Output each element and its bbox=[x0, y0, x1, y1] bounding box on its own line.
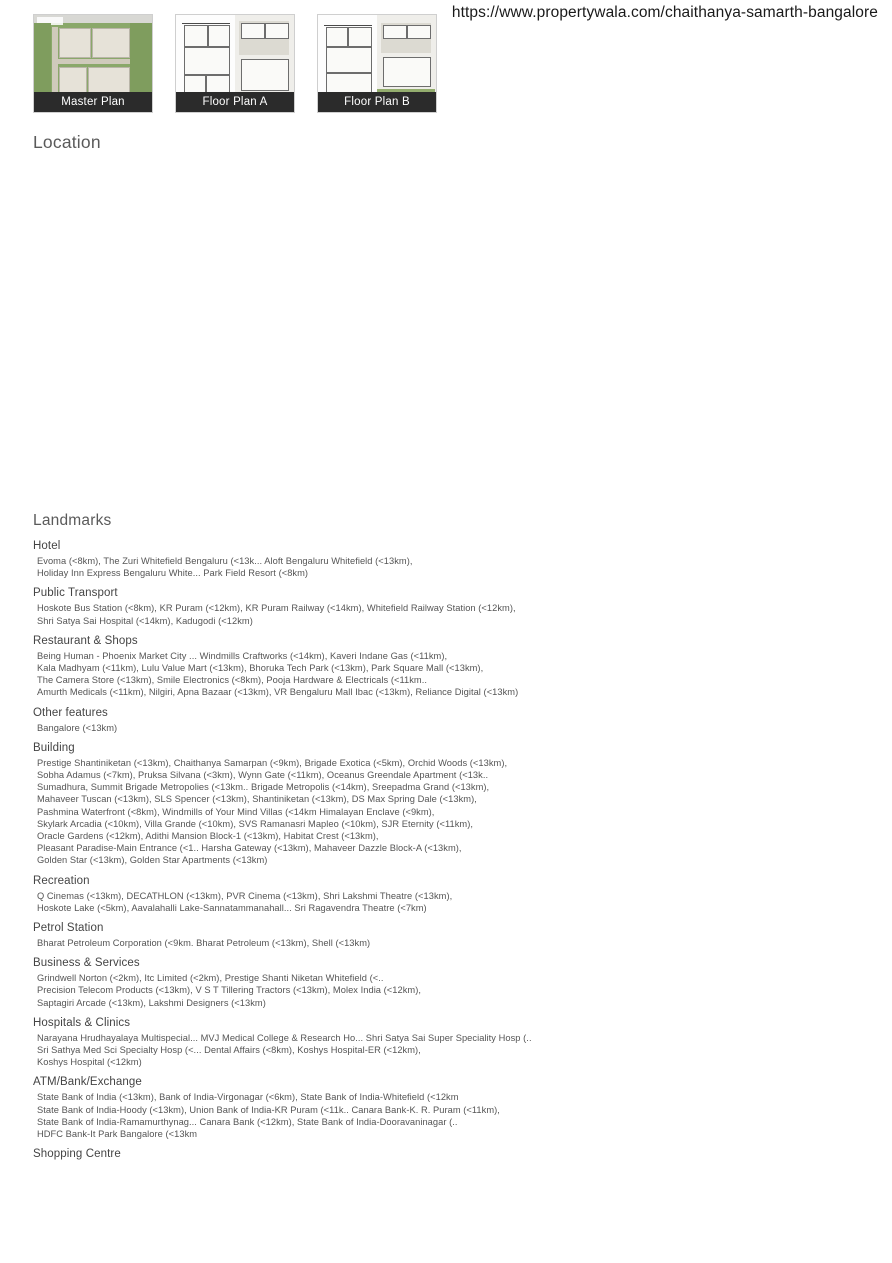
landmark-line: Grindwell Norton (<2km), Itc Limited (<2km), Prestige Shanti Niketan Whitefield (<.. bbox=[37, 973, 384, 984]
gallery-caption: Floor Plan B bbox=[318, 92, 436, 112]
landmark-group-title: Recreation bbox=[33, 874, 90, 887]
floor-plan-room bbox=[326, 47, 372, 73]
landmark-line: Narayana Hrudhayalaya Multispecial... MVJ Medical College & Research Ho... Shri Satya Sai Super Speciality Hosp (.. bbox=[37, 1032, 532, 1043]
landmark-group-title: Hospitals & Clinics bbox=[33, 1016, 131, 1029]
floor-plan-room bbox=[348, 27, 372, 47]
floor-plan-room bbox=[326, 27, 348, 47]
landmark-group bbox=[33, 540, 633, 579]
floor-plan-room bbox=[383, 25, 407, 39]
landmark-group-items bbox=[33, 602, 633, 626]
landmark-line: Holiday Inn Express Bengaluru White... Park Field Resort (<8km) bbox=[37, 568, 309, 579]
landmark-group bbox=[33, 1076, 633, 1140]
landmark-group-items bbox=[33, 972, 633, 1009]
landmark-group bbox=[33, 875, 633, 914]
landmark-line: Q Cinemas (<13km), DECATHLON (<13km), PVR Cinema (<13km), Shri Lakshmi Theatre (<13km), bbox=[37, 890, 453, 901]
floor-plan-room bbox=[383, 57, 431, 87]
landmark-group-title: Building bbox=[33, 741, 75, 754]
landmark-group bbox=[33, 707, 633, 734]
landmark-line: The Camera Store (<13km), Smile Electronics (<8km), Pooja Hardware & Electricals (<11km.. bbox=[37, 675, 427, 686]
landmark-group-title: Restaurant & Shops bbox=[33, 634, 138, 647]
landmark-line: Sumadhura, Summit Brigade Metropolies (<13km.. Brigade Metropolis (<14km), Sreepadma Grand (<13km), bbox=[37, 782, 490, 793]
landmark-group bbox=[33, 742, 633, 867]
section-heading-location: Location bbox=[33, 132, 101, 152]
landmark-group-items bbox=[33, 1032, 633, 1069]
floor-plan-room bbox=[265, 23, 289, 39]
location-map-area[interactable] bbox=[33, 162, 859, 507]
floor-plan-room bbox=[184, 25, 208, 47]
landmark-group bbox=[33, 587, 633, 626]
landmark-group bbox=[33, 635, 633, 699]
landmark-line: Being Human - Phoenix Market City ... Windmills Craftworks (<14km), Kaveri Indane Gas (<11km), bbox=[37, 650, 448, 661]
landmark-line: Bangalore (<13km) bbox=[37, 722, 118, 733]
master-plan-plot bbox=[59, 28, 91, 58]
landmark-line: Hoskote Bus Station (<8km), KR Puram (<12km), KR Puram Railway (<14km), Whitefield Railway Station (<12km), bbox=[37, 603, 516, 614]
gallery-caption: Floor Plan A bbox=[176, 92, 294, 112]
floor-plan-room bbox=[241, 59, 289, 91]
landmark-line: Sobha Adamus (<7km), Pruksa Silvana (<3km), Wynn Gate (<11km), Oceanus Greendale Apartment (<13k.. bbox=[37, 770, 489, 781]
landmark-line: State Bank of India-Hoody (<13km), Union Bank of India-KR Puram (<11k.. Canara Bank-K. R. Puram (<11km), bbox=[37, 1104, 500, 1115]
landmark-group-title: Other features bbox=[33, 706, 108, 719]
landmark-group-items bbox=[33, 650, 633, 699]
landmark-line: Mahaveer Tuscan (<13km), SLS Spencer (<13km), Shantiniketan (<13km), DS Max Spring Dale (<13km), bbox=[37, 794, 477, 805]
landmark-line: Bharat Petroleum Corporation (<9km. Bharat Petroleum (<13km), Shell (<13km) bbox=[37, 938, 371, 949]
gallery-caption: Master Plan bbox=[34, 92, 152, 112]
gallery-item-master-plan[interactable] bbox=[33, 14, 153, 113]
landmark-line: Koshys Hospital (<12km) bbox=[37, 1057, 142, 1068]
landmark-group-items bbox=[33, 1091, 633, 1140]
landmark-line: Saptagiri Arcade (<13km), Lakshmi Designers (<13km) bbox=[37, 997, 266, 1008]
landmark-group-items bbox=[33, 555, 633, 579]
landmark-group-title: Public Transport bbox=[33, 587, 118, 600]
landmark-group-items bbox=[33, 757, 633, 867]
landmark-line: Prestige Shantiniketan (<13km), Chaithanya Samarpan (<9km), Brigade Exotica (<5km), Orchid Woods (<13km), bbox=[37, 757, 508, 768]
floor-plan-wall bbox=[324, 25, 372, 26]
floor-plan-room bbox=[407, 25, 431, 39]
landmark-line: State Bank of India (<13km), Bank of India-Virgonagar (<6km), State Bank of India-Whitefield (<12km bbox=[37, 1092, 459, 1103]
landmark-group-items bbox=[33, 890, 633, 914]
floor-plan-room bbox=[184, 47, 230, 75]
master-plan-plot bbox=[92, 28, 130, 58]
floor-plan-room bbox=[241, 23, 265, 39]
landmark-line: Sri Sathya Med Sci Specialty Hosp (<... Dental Affairs (<8km), Koshys Hospital-ER (<12km), bbox=[37, 1045, 421, 1056]
landmark-line: Golden Star (<13km), Golden Star Apartments (<13km) bbox=[37, 855, 268, 866]
image-gallery bbox=[33, 14, 437, 113]
landmark-line: HDFC Bank-It Park Bangalore (<13km bbox=[37, 1129, 198, 1140]
landmark-line: Shri Satya Sai Hospital (<14km), Kadugodi (<12km) bbox=[37, 615, 253, 626]
landmark-line: Kala Madhyam (<11km), Lulu Value Mart (<13km), Bhoruka Tech Park (<13km), Park Square Mall (<13km), bbox=[37, 663, 484, 674]
landmark-group-items bbox=[33, 722, 633, 734]
gallery-item-floor-plan-a[interactable] bbox=[175, 14, 295, 113]
browser-url-text: https://www.propertywala.com/chaithanya-samarth-bangalore bbox=[451, 4, 878, 21]
landmark-line: Pleasant Paradise-Main Entrance (<1.. Harsha Gateway (<13km), Mahaveer Dazzle Block-A (<13km), bbox=[37, 843, 462, 854]
landmark-group-title: Shopping Centre bbox=[33, 1148, 121, 1161]
landmark-line: Pashmina Waterfront (<8km), Windmills of Your Mind Villas (<14km Himalayan Enclave (<9km), bbox=[37, 806, 435, 817]
landmark-line: Precision Telecom Products (<13km), V S T Tillering Tractors (<13km), Molex India (<12km), bbox=[37, 985, 421, 996]
landmark-line: State Bank of India-Ramamurthynag... Canara Bank (<12km), State Bank of India-Dooravaninagar (.. bbox=[37, 1116, 458, 1127]
landmark-group bbox=[33, 957, 633, 1009]
landmark-group bbox=[33, 1148, 633, 1160]
landmarks-list bbox=[33, 540, 633, 1168]
landmark-group-title: ATM/Bank/Exchange bbox=[33, 1076, 142, 1089]
floor-plan-room bbox=[208, 25, 230, 47]
landmark-line: Amurth Medicals (<11km), Nilgiri, Apna Bazaar (<13km), VR Bengaluru Mall Ibac (<13km), Reliance Digital (<13km) bbox=[37, 687, 519, 698]
landmark-group-title: Petrol Station bbox=[33, 922, 104, 935]
landmark-group bbox=[33, 922, 633, 949]
landmark-group-title: Hotel bbox=[33, 540, 61, 552]
floor-plan-wall bbox=[182, 23, 230, 24]
landmark-line: Hoskote Lake (<5km), Aavalahalli Lake-Sannatammanahall... Sri Ragavendra Theatre (<7km) bbox=[37, 902, 427, 913]
landmark-line: Evoma (<8km), The Zuri Whitefield Bengaluru (<13k... Aloft Bengaluru Whitefield (<13km), bbox=[37, 556, 413, 566]
landmark-group-title: Business & Services bbox=[33, 957, 140, 970]
landmark-group bbox=[33, 1017, 633, 1069]
landmark-line: Skylark Arcadia (<10km), Villa Grande (<10km), SVS Ramanasri Mapleo (<10km), SJR Eternity (<11km), bbox=[37, 818, 473, 829]
landmark-group-items bbox=[33, 937, 633, 949]
section-heading-landmarks: Landmarks bbox=[33, 512, 112, 529]
landmark-line: Oracle Gardens (<12km), Adithi Mansion Block-1 (<13km), Habitat Crest (<13km), bbox=[37, 831, 379, 842]
master-plan-road bbox=[52, 59, 130, 64]
master-plan-road bbox=[52, 27, 58, 101]
gallery-item-floor-plan-b[interactable] bbox=[317, 14, 437, 113]
